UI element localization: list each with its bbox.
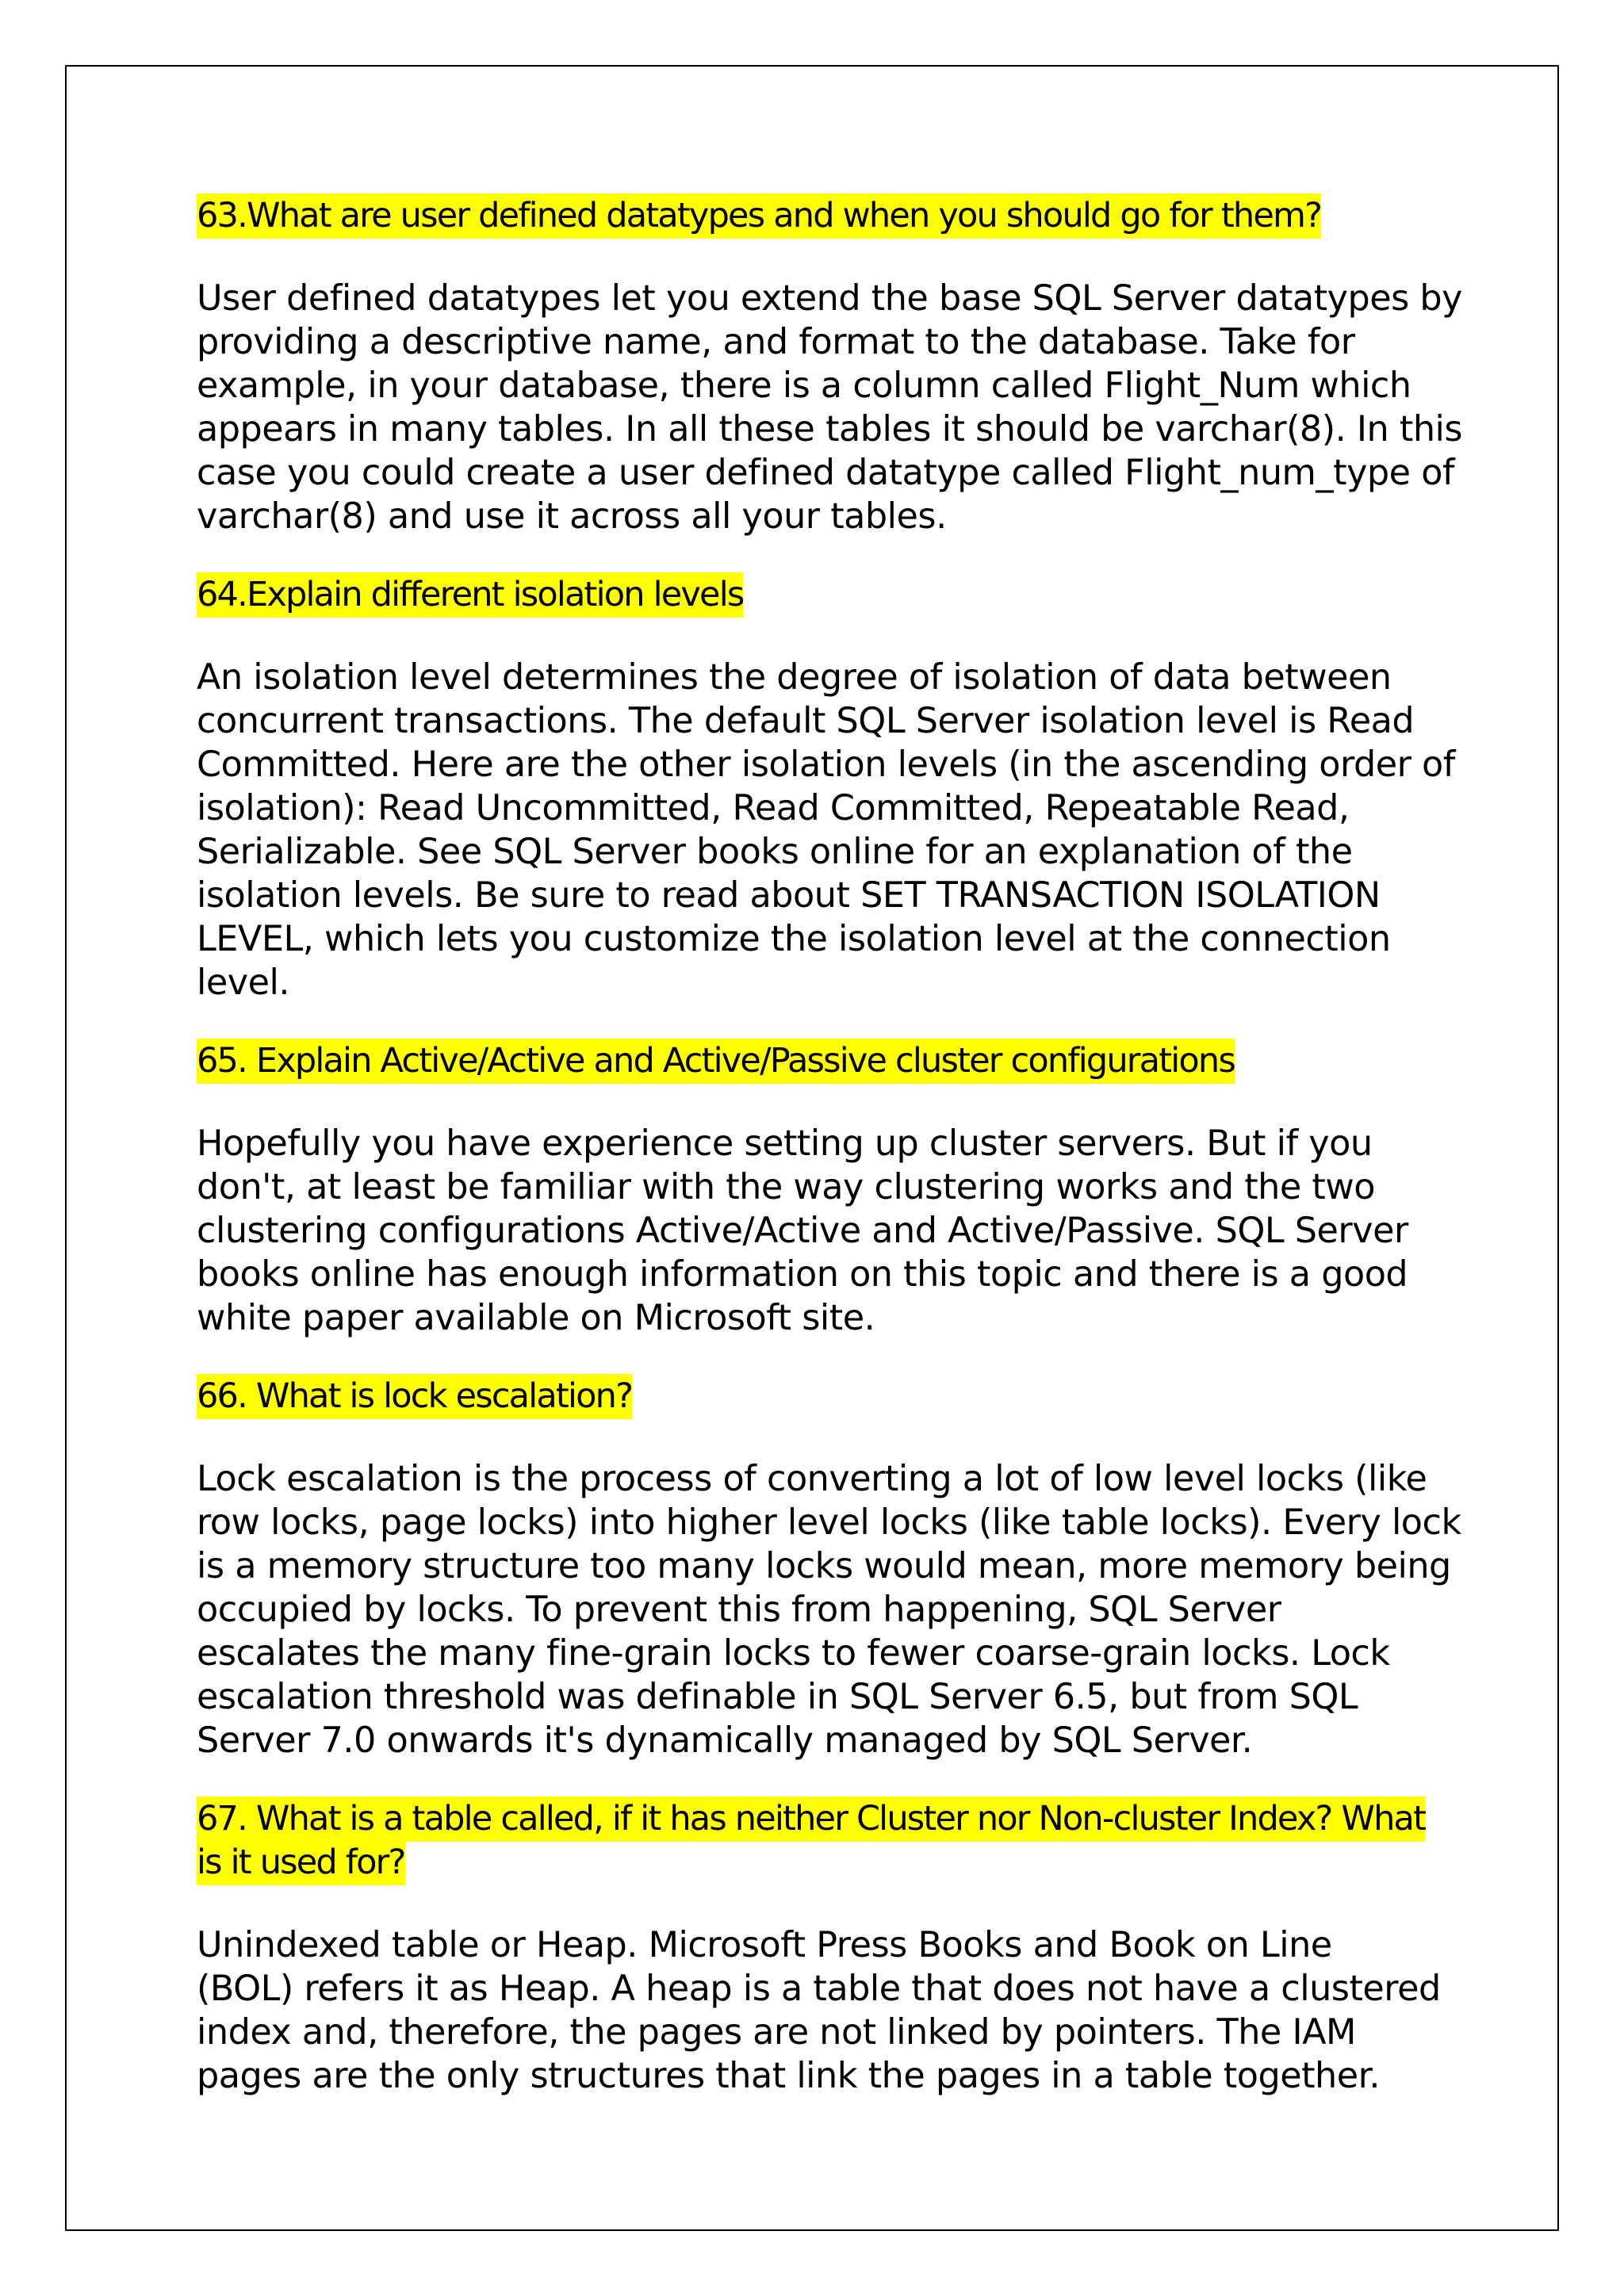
answer-line: Serializable. See SQL Server books online for an explanation of the (197, 832, 1353, 872)
answer-line: isolation levels. Be sure to read about SET TRANSACTION ISOLATION (197, 875, 1381, 916)
question-heading (197, 1039, 1434, 1083)
answer-line: Committed. Here are the other isolation levels (in the ascending order of (197, 744, 1455, 785)
answer-line: Server 7.0 onwards it's dynamically managed by SQL Server. (197, 1720, 1253, 1761)
answer-line: white paper available on Microsoft site. (197, 1298, 875, 1338)
answer-line: is a memory structure too many locks would mean, more memory being (197, 1546, 1451, 1586)
question-highlight: 64.Explain different isolation levels (197, 572, 743, 618)
answer-line: escalates the many fine-grain locks to fewer coarse-grain locks. Lock (197, 1633, 1390, 1674)
answer-line: isolation): Read Uncommitted, Read Committed, Repeatable Read, (197, 788, 1350, 828)
answer-line: Hopefully you have experience setting up cluster servers. But if you (197, 1123, 1373, 1164)
question-heading (197, 1797, 1434, 1885)
answer-line: don't, at least be familiar with the way clustering works and the two (197, 1167, 1375, 1207)
qa-section-64 (197, 573, 1455, 1004)
answer-paragraph (197, 656, 1455, 1004)
answer-line: pages are the only structures that link the pages in a table together. (197, 2056, 1380, 2096)
question-highlight: 66. What is lock escalation? (197, 1374, 632, 1419)
answer-line: books online has enough information on this topic and there is a good (197, 1254, 1408, 1295)
question-highlight: 67. What is a table called, if it has neither Cluster nor Non-cluster Index? What is it used for? (197, 1797, 1425, 1885)
answer-line: Lock escalation is the process of converting a lot of low level locks (like (197, 1459, 1427, 1499)
answer-paragraph (197, 277, 1463, 538)
document-body (197, 194, 1463, 2133)
answer-line: occupied by locks. To prevent this from happening, SQL Server (197, 1590, 1281, 1630)
question-highlight: 65. Explain Active/Active and Active/Passive cluster configurations (197, 1039, 1235, 1084)
answer-line: row locks, page locks) into higher level locks (like table locks). Every lock (197, 1502, 1461, 1543)
answer-line: concurrent transactions. The default SQL Server isolation level is Read (197, 701, 1415, 741)
answer-paragraph (197, 1457, 1461, 1762)
question-heading (197, 573, 1434, 617)
answer-line: index and, therefore, the pages are not linked by pointers. The IAM (197, 2012, 1356, 2053)
answer-line: level. (197, 962, 289, 1003)
answer-line: appears in many tables. In all these tables it should be varchar(8). In this (197, 409, 1463, 450)
answer-line: varchar(8) and use it across all your tables. (197, 496, 947, 537)
question-heading (197, 1375, 1434, 1418)
answer-line: User defined datatypes let you extend the base SQL Server datatypes by (197, 278, 1463, 319)
question-highlight: 63.What are user defined datatypes and when you should go for them? (197, 193, 1321, 239)
answer-line: clustering configurations Active/Active and Active/Passive. SQL Server (197, 1211, 1408, 1251)
qa-section-67 (197, 1797, 1441, 2098)
answer-paragraph (197, 1923, 1441, 2098)
qa-section-66 (197, 1375, 1461, 1762)
answer-paragraph (197, 1122, 1434, 1340)
answer-line: Unindexed table or Heap. Microsoft Press Books and Book on Line (197, 1925, 1332, 1965)
answer-line: (BOL) refers it as Heap. A heap is a table that does not have a clustered (197, 1969, 1441, 2009)
qa-section-65 (197, 1039, 1434, 1340)
answer-line: example, in your database, there is a column called Flight_Num which (197, 365, 1411, 406)
answer-line: LEVEL, which lets you customize the isolation level at the connection (197, 919, 1391, 959)
qa-section-63 (197, 194, 1463, 538)
answer-line: An isolation level determines the degree of isolation of data between (197, 657, 1392, 698)
answer-line: providing a descriptive name, and format to the database. Take for (197, 322, 1355, 362)
question-heading (197, 194, 1434, 238)
answer-line: escalation threshold was definable in SQL Server 6.5, but from SQL (197, 1677, 1358, 1717)
answer-line: case you could create a user defined datatype called Flight_num_type of (197, 453, 1455, 493)
